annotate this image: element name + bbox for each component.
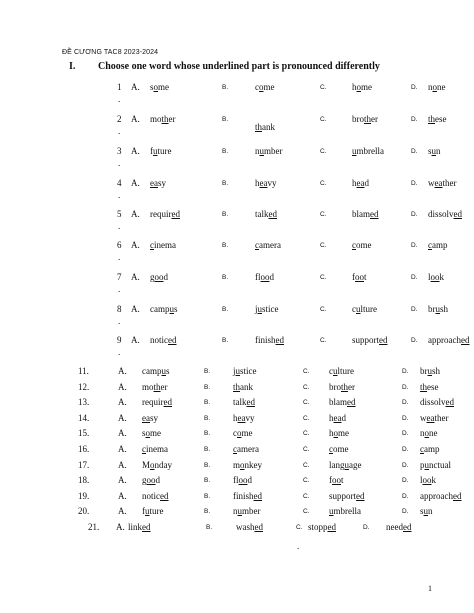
option-c: umbrella (352, 146, 384, 156)
option-letter-d: D. (411, 211, 418, 218)
option-letter-c: C. (320, 116, 327, 123)
option-letter-a: A. (131, 240, 140, 250)
option-c: foot (329, 475, 344, 486)
option-letter-d: D. (411, 242, 418, 249)
option-d: punctual (420, 459, 451, 470)
option-letter-b: B. (222, 84, 229, 91)
option-d: dissolved (420, 397, 455, 408)
option-letter-c: C. (303, 430, 310, 438)
question-number: 9 (117, 335, 122, 345)
option-letter-a: A. (131, 272, 140, 282)
option-letter-c: C. (303, 368, 310, 375)
option-a: required (150, 209, 180, 219)
option-letter-b: B. (222, 306, 229, 313)
option-letter-a: A. (118, 428, 127, 439)
question-dot: . (118, 94, 121, 104)
option-a: campus (142, 366, 170, 376)
option-b: talked (255, 209, 277, 219)
option-letter-b: B. (222, 242, 229, 249)
question-number: 2 (117, 114, 122, 124)
option-letter-b: B. (222, 148, 229, 155)
option-c: head (329, 412, 346, 423)
option-c: culture (329, 366, 354, 376)
option-c: brother (352, 114, 379, 124)
option-d: sun (420, 506, 433, 517)
option-letter-b: B. (206, 524, 213, 531)
option-d: these (428, 114, 447, 124)
option-letter-c: C. (296, 524, 303, 531)
option-a: campus (150, 304, 178, 314)
question-dot: . (118, 252, 121, 262)
option-letter-a: A. (131, 114, 140, 124)
option-letter-b: B. (204, 430, 211, 438)
option-d: needed (386, 522, 412, 532)
option-letter-b: B. (204, 477, 211, 485)
option-c: supported (352, 335, 388, 345)
option-c: foot (352, 272, 367, 282)
option-letter-d: D. (363, 524, 370, 531)
option-a: some (150, 82, 170, 92)
option-c: brother (329, 381, 356, 392)
option-letter-a: A. (118, 381, 127, 392)
question-number: 20. (78, 506, 90, 517)
question-number: 17. (78, 459, 90, 470)
option-letter-a: A. (131, 178, 140, 188)
question-number: 13. (78, 397, 90, 408)
option-c: home (329, 428, 349, 439)
option-letter-c: C. (320, 337, 327, 344)
question-dot: . (118, 284, 121, 294)
option-a: good (142, 475, 160, 486)
section-title: Choose one word whose underlined part is pronounced differently (98, 61, 380, 72)
question-number: 14. (78, 412, 90, 423)
option-b: heavy (255, 178, 277, 188)
option-letter-d: D. (402, 383, 409, 391)
option-a: future (150, 146, 172, 156)
option-letter-a: A. (118, 506, 127, 517)
option-a: easy (142, 412, 159, 423)
option-letter-a: A. (118, 475, 127, 486)
option-d: weather (428, 178, 457, 188)
option-letter-c: C. (320, 211, 327, 218)
option-letter-d: D. (411, 84, 418, 91)
option-letter-b: B. (222, 337, 229, 344)
option-letter-c: C. (303, 383, 310, 391)
option-letter-a: A. (131, 335, 140, 345)
option-letter-d: D. (411, 337, 418, 344)
option-d: these (420, 381, 439, 392)
option-b: monkey (233, 459, 263, 470)
option-letter-c: C. (320, 148, 327, 155)
option-c: blamed (329, 397, 356, 408)
question-number: 16. (78, 444, 90, 454)
option-b: come (233, 428, 253, 439)
option-b: flood (233, 475, 252, 486)
option-letter-a: A. (118, 366, 127, 376)
question-dot: . (118, 347, 121, 357)
option-b: thank (255, 122, 276, 132)
question-number: 1 (117, 82, 122, 92)
question-number: 21. (88, 522, 100, 532)
option-letter-c: C. (320, 306, 327, 313)
option-d: look (420, 475, 437, 486)
option-letter-a: A. (118, 397, 127, 408)
option-letter-c: C. (303, 492, 310, 500)
option-c: culture (352, 304, 377, 314)
option-letter-a: A. (118, 444, 127, 454)
option-letter-a: A. (118, 490, 127, 501)
option-letter-b: B. (204, 446, 211, 453)
option-d: weather (420, 412, 449, 423)
option-b: heavy (233, 412, 255, 423)
option-letter-a: A. (118, 459, 127, 470)
option-letter-a: A. (116, 522, 125, 532)
option-letter-d: D. (402, 414, 409, 422)
option-d: dissolved (428, 209, 463, 219)
page-number: 1 (428, 584, 432, 593)
question-number: 5 (117, 209, 122, 219)
option-letter-d: D. (411, 116, 418, 123)
option-letter-c: C. (303, 414, 310, 422)
question-dot: . (118, 221, 121, 231)
option-letter-a: A. (131, 146, 140, 156)
option-a: mother (142, 381, 168, 392)
option-a: cinema (150, 240, 176, 250)
option-letter-d: D. (402, 508, 409, 516)
option-c: stopped (308, 522, 337, 532)
option-letter-b: B. (204, 508, 211, 516)
question-number: 3 (117, 146, 122, 156)
stray-dot: . (297, 541, 300, 551)
section-number: I. (69, 61, 76, 72)
option-d: brush (420, 366, 441, 376)
option-c: come (352, 240, 372, 250)
option-letter-a: A. (118, 412, 127, 423)
option-b: thank (233, 381, 254, 392)
question-dot: . (118, 158, 121, 168)
option-letter-b: B. (204, 368, 211, 375)
option-c: head (352, 178, 369, 188)
option-a: noticed (142, 490, 169, 501)
option-d: none (420, 428, 438, 439)
question-number: 11. (78, 366, 89, 376)
option-d: brush (428, 304, 449, 314)
option-d: approached (428, 335, 470, 345)
option-letter-a: A. (131, 82, 140, 92)
question-number: 4 (117, 178, 122, 188)
question-number: 15. (78, 428, 90, 439)
option-d: approached (420, 490, 462, 501)
option-letter-b: B. (204, 461, 211, 469)
option-a: linked (128, 522, 151, 532)
option-letter-c: C. (303, 461, 310, 469)
question-dot: . (118, 190, 121, 200)
option-letter-c: C. (303, 399, 310, 407)
option-b: washed (236, 522, 263, 532)
option-letter-c: C. (303, 477, 310, 485)
option-b: camera (255, 240, 281, 250)
option-letter-a: A. (131, 209, 140, 219)
option-a: future (142, 506, 164, 517)
option-b: finished (233, 490, 263, 501)
option-c: umbrella (329, 506, 361, 517)
document-header: ĐỀ CƯƠNG TAC8 2023-2024 (62, 49, 159, 56)
option-letter-d: D. (402, 461, 409, 469)
option-letter-b: B. (204, 414, 211, 422)
question-number: 12. (78, 381, 90, 392)
option-a: noticed (150, 335, 177, 345)
option-letter-b: B. (204, 399, 211, 407)
option-a: good (150, 272, 168, 282)
option-letter-b: B. (222, 211, 229, 218)
option-b: number (233, 506, 261, 517)
question-dot: . (118, 126, 121, 136)
option-a: cinema (142, 444, 168, 454)
option-letter-c: C. (303, 508, 310, 516)
option-letter-d: D. (411, 180, 418, 187)
option-letter-d: D. (402, 368, 409, 375)
option-d: camp (420, 444, 440, 454)
option-d: look (428, 272, 445, 282)
option-letter-d: D. (402, 477, 409, 485)
option-letter-b: B. (204, 383, 211, 391)
option-d: sun (428, 146, 441, 156)
option-a: easy (150, 178, 167, 188)
option-b: justice (255, 304, 279, 314)
option-letter-b: B. (222, 116, 229, 123)
option-letter-d: D. (411, 274, 418, 281)
option-b: talked (233, 397, 255, 408)
option-b: finished (255, 335, 285, 345)
option-letter-c: C. (320, 180, 327, 187)
question-dot: . (118, 316, 121, 326)
option-b: camera (233, 444, 259, 454)
option-a: some (142, 428, 162, 439)
option-b: flood (255, 272, 274, 282)
option-letter-d: D. (411, 306, 418, 313)
option-d: none (428, 82, 446, 92)
option-letter-c: C. (320, 274, 327, 281)
option-a: Monday (142, 459, 173, 470)
option-c: blamed (352, 209, 379, 219)
option-letter-d: D. (411, 148, 418, 155)
option-letter-d: D. (402, 430, 409, 438)
option-letter-d: D. (402, 399, 409, 407)
option-d: camp (428, 240, 448, 250)
option-letter-d: D. (402, 492, 409, 500)
option-b: justice (233, 366, 257, 376)
option-letter-b: B. (222, 180, 229, 187)
question-number: 18. (78, 475, 90, 486)
option-b: number (255, 146, 283, 156)
option-letter-c: C. (320, 242, 327, 249)
option-a: required (142, 397, 172, 408)
option-letter-a: A. (131, 304, 140, 314)
option-letter-b: B. (204, 492, 211, 500)
question-number: 8 (117, 304, 122, 314)
question-number: 6 (117, 240, 122, 250)
question-number: 19. (78, 490, 90, 501)
option-a: mother (150, 114, 176, 124)
option-letter-d: D. (402, 446, 409, 453)
option-letter-b: B. (222, 274, 229, 281)
option-c: come (329, 444, 349, 454)
option-letter-c: C. (303, 446, 310, 453)
option-letter-c: C. (320, 84, 327, 91)
question-number: 7 (117, 272, 122, 282)
option-c: home (352, 82, 372, 92)
option-c: supported (329, 490, 365, 501)
option-b: come (255, 82, 275, 92)
option-c: language (329, 459, 362, 470)
